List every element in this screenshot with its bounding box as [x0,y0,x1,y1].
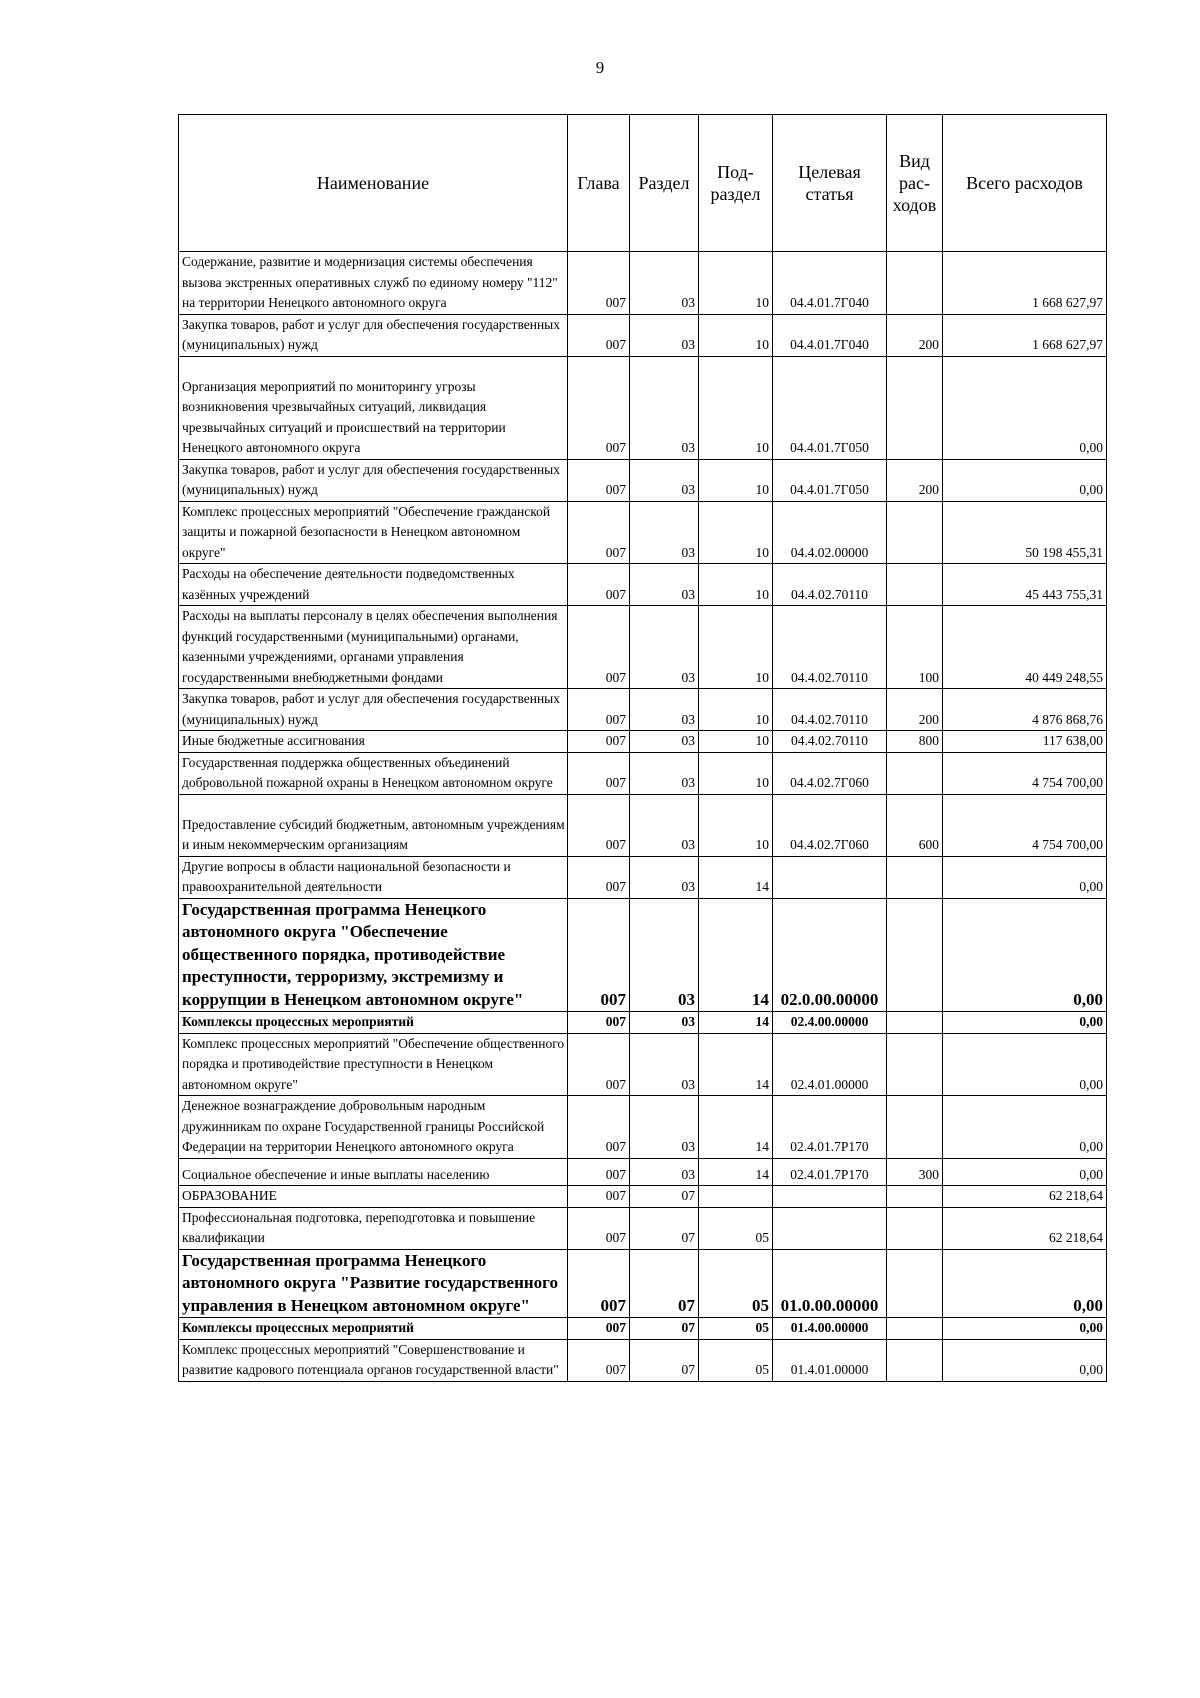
row-podrazdel: 10 [699,252,773,315]
row-article [773,856,887,898]
row-podrazdel: 14 [699,1158,773,1186]
table-row [179,1158,1107,1186]
table-row [179,606,1107,689]
table-row [179,731,1107,753]
row-glava: 007 [568,459,630,501]
row-podrazdel: 14 [699,898,773,1012]
row-vid [887,1096,943,1159]
row-article: 02.4.01.7Р170 [773,1158,887,1186]
row-razdel: 03 [630,1158,699,1186]
row-podrazdel: 05 [699,1318,773,1340]
table-row [179,356,1107,459]
table-row [179,314,1107,356]
row-total: 0,00 [943,356,1107,459]
header-vid: Вид рас-ходов [887,115,943,252]
row-razdel: 03 [630,459,699,501]
header-podrazdel: Под-раздел [699,115,773,252]
row-article: 04.4.02.70110 [773,731,887,753]
row-name: Организация мероприятий по мониторингу угрозы возникновения чрезвычайных ситуаций, ликвидация чрезвычайных ситуаций и происшествий на территории Ненецкого автономного округа [179,356,568,459]
row-total: 4 754 700,00 [943,794,1107,856]
header-glava: Глава [568,115,630,252]
row-article: 01.0.00.00000 [773,1249,887,1318]
row-total: 62 218,64 [943,1186,1107,1208]
table-row [179,459,1107,501]
row-total: 1 668 627,97 [943,314,1107,356]
row-glava: 007 [568,252,630,315]
row-razdel: 03 [630,314,699,356]
row-razdel: 03 [630,356,699,459]
row-article: 02.4.00.00000 [773,1012,887,1034]
row-glava: 007 [568,1033,630,1096]
row-vid: 100 [887,606,943,689]
row-razdel: 03 [630,606,699,689]
row-name: Закупка товаров, работ и услуг для обеспечения государственных (муниципальных) нужд [179,459,568,501]
row-glava: 007 [568,898,630,1012]
row-podrazdel: 05 [699,1339,773,1381]
row-total: 40 449 248,55 [943,606,1107,689]
row-vid [887,752,943,794]
table-row [179,252,1107,315]
table-row [179,564,1107,606]
row-article: 02.0.00.00000 [773,898,887,1012]
row-name: Комплекс процессных мероприятий "Совершенствование и развитие кадрового потенциала органов государственной власти" [179,1339,568,1381]
row-podrazdel: 14 [699,856,773,898]
table-row [179,794,1107,856]
row-podrazdel: 10 [699,356,773,459]
row-razdel: 07 [630,1249,699,1318]
row-name: Государственная программа Ненецкого автономного округа "Развитие государственного управления в Ненецком автономном округе" [179,1249,568,1318]
row-vid [887,1012,943,1034]
row-razdel: 03 [630,1096,699,1159]
table-row [179,501,1107,564]
row-razdel: 07 [630,1186,699,1208]
row-razdel: 07 [630,1339,699,1381]
row-razdel: 03 [630,898,699,1012]
row-name: Содержание, развитие и модернизация системы обеспечения вызова экстренных оперативных служб по единому номеру "112" на территории Ненецкого автономного округа [179,252,568,315]
row-podrazdel: 05 [699,1249,773,1318]
row-article: 04.4.02.70110 [773,564,887,606]
row-vid: 200 [887,689,943,731]
row-total: 0,00 [943,1318,1107,1340]
row-vid: 600 [887,794,943,856]
row-article [773,1207,887,1249]
row-vid: 800 [887,731,943,753]
table-row [179,689,1107,731]
row-article: 04.4.02.70110 [773,689,887,731]
row-razdel: 03 [630,856,699,898]
row-podrazdel: 10 [699,794,773,856]
row-name: ОБРАЗОВАНИЕ [179,1186,568,1208]
row-glava: 007 [568,1096,630,1159]
row-podrazdel: 05 [699,1207,773,1249]
row-razdel: 07 [630,1318,699,1340]
row-vid: 200 [887,314,943,356]
row-name: Профессиональная подготовка, переподготовка и повышение квалификации [179,1207,568,1249]
header-name: Наименование [179,115,568,252]
row-vid: 300 [887,1158,943,1186]
row-name: Государственная поддержка общественных объединений добровольной пожарной охраны в Ненецком автономном округе [179,752,568,794]
row-total: 0,00 [943,1249,1107,1318]
row-podrazdel: 10 [699,501,773,564]
row-podrazdel: 14 [699,1012,773,1034]
table-row [179,1033,1107,1096]
row-article: 04.4.01.7Г040 [773,252,887,315]
row-name: Государственная программа Ненецкого автономного округа "Обеспечение общественного порядка, противодействие преступности, терроризму, экстремизму и коррупции в Ненецком автономном округе" [179,898,568,1012]
row-name: Иные бюджетные ассигнования [179,731,568,753]
row-razdel: 03 [630,689,699,731]
row-podrazdel: 10 [699,314,773,356]
row-total: 50 198 455,31 [943,501,1107,564]
row-glava: 007 [568,564,630,606]
row-total: 0,00 [943,459,1107,501]
row-razdel: 03 [630,1033,699,1096]
row-razdel: 03 [630,252,699,315]
row-glava: 007 [568,314,630,356]
row-razdel: 03 [630,794,699,856]
row-vid [887,356,943,459]
row-total: 0,00 [943,898,1107,1012]
row-total: 0,00 [943,856,1107,898]
row-vid [887,1207,943,1249]
row-vid [887,898,943,1012]
page-number: 9 [595,58,605,77]
header-razdel: Раздел [630,115,699,252]
row-article: 04.4.01.7Г040 [773,314,887,356]
row-glava: 007 [568,731,630,753]
table-row [179,1249,1107,1318]
row-name: Закупка товаров, работ и услуг для обеспечения государственных (муниципальных) нужд [179,314,568,356]
table-row [179,1339,1107,1381]
row-podrazdel: 10 [699,731,773,753]
row-vid [887,1033,943,1096]
row-name: Комплексы процессных мероприятий [179,1012,568,1034]
table-row [179,1186,1107,1208]
row-article: 02.4.01.00000 [773,1033,887,1096]
row-total: 0,00 [943,1033,1107,1096]
table-row [179,1012,1107,1034]
row-total: 0,00 [943,1158,1107,1186]
table-row [179,1318,1107,1340]
row-glava: 007 [568,606,630,689]
row-name: Расходы на выплаты персоналу в целях обеспечения выполнения функций государственными (муниципальными) органами, казенными учреждениями, органами управления государственными внебюджетными фондами [179,606,568,689]
row-razdel: 07 [630,1207,699,1249]
row-glava: 007 [568,356,630,459]
row-total: 0,00 [943,1012,1107,1034]
row-glava: 007 [568,689,630,731]
row-article: 04.4.02.00000 [773,501,887,564]
row-razdel: 03 [630,731,699,753]
row-glava: 007 [568,1186,630,1208]
row-vid [887,1186,943,1208]
row-razdel: 03 [630,1012,699,1034]
table-row [179,856,1107,898]
row-name: Комплекс процессных мероприятий "Обеспечение общественного порядка и противодействие преступности в Ненецком автономном округе" [179,1033,568,1096]
row-razdel: 03 [630,564,699,606]
row-vid [887,856,943,898]
row-total: 4 876 868,76 [943,689,1107,731]
row-name: Расходы на обеспечение деятельности подведомственных казённых учреждений [179,564,568,606]
row-article: 02.4.01.7Р170 [773,1096,887,1159]
row-name: Комплексы процессных мероприятий [179,1318,568,1340]
row-vid [887,501,943,564]
row-total: 4 754 700,00 [943,752,1107,794]
row-podrazdel [699,1186,773,1208]
row-vid [887,564,943,606]
row-glava: 007 [568,1207,630,1249]
row-glava: 007 [568,856,630,898]
row-podrazdel: 14 [699,1096,773,1159]
row-podrazdel: 14 [699,1033,773,1096]
row-total: 45 443 755,31 [943,564,1107,606]
row-name: Социальное обеспечение и иные выплаты населению [179,1158,568,1186]
row-article: 04.4.02.70110 [773,606,887,689]
row-glava: 007 [568,1158,630,1186]
row-name: Закупка товаров, работ и услуг для обеспечения государственных (муниципальных) нужд [179,689,568,731]
header-article: Целевая статья [773,115,887,252]
row-vid: 200 [887,459,943,501]
row-podrazdel: 10 [699,564,773,606]
row-article [773,1186,887,1208]
table-header-row [179,115,1107,252]
row-podrazdel: 10 [699,459,773,501]
row-glava: 007 [568,1339,630,1381]
row-name: Предоставление субсидий бюджетным, автономным учреждениям и иным некоммерческим организациям [179,794,568,856]
row-name: Денежное вознаграждение добровольным народным дружинникам по охране Государственной границы Российской Федерации на территории Ненецкого автономного округа [179,1096,568,1159]
row-glava: 007 [568,1249,630,1318]
header-total: Всего расходов [943,115,1107,252]
row-glava: 007 [568,1318,630,1340]
row-razdel: 03 [630,501,699,564]
row-article: 04.4.02.7Г060 [773,794,887,856]
row-podrazdel: 10 [699,752,773,794]
row-article: 01.4.00.00000 [773,1318,887,1340]
row-article: 04.4.02.7Г060 [773,752,887,794]
table-row [179,1096,1107,1159]
row-article: 04.4.01.7Г050 [773,356,887,459]
row-total: 1 668 627,97 [943,252,1107,315]
row-name: Комплекс процессных мероприятий "Обеспечение гражданской защиты и пожарной безопасности в Ненецком автономном округе" [179,501,568,564]
row-vid [887,252,943,315]
row-article: 04.4.01.7Г050 [773,459,887,501]
row-podrazdel: 10 [699,606,773,689]
row-glava: 007 [568,752,630,794]
budget-table [178,114,1107,1382]
row-article: 01.4.01.00000 [773,1339,887,1381]
table-row [179,752,1107,794]
row-name: Другие вопросы в области национальной безопасности и правоохранительной деятельности [179,856,568,898]
row-glava: 007 [568,1012,630,1034]
row-vid [887,1249,943,1318]
row-glava: 007 [568,794,630,856]
row-vid [887,1339,943,1381]
row-podrazdel: 10 [699,689,773,731]
row-total: 117 638,00 [943,731,1107,753]
row-razdel: 03 [630,752,699,794]
row-total: 62 218,64 [943,1207,1107,1249]
row-total: 0,00 [943,1339,1107,1381]
table-row [179,898,1107,1012]
row-vid [887,1318,943,1340]
table-row [179,1207,1107,1249]
row-total: 0,00 [943,1096,1107,1159]
row-glava: 007 [568,501,630,564]
